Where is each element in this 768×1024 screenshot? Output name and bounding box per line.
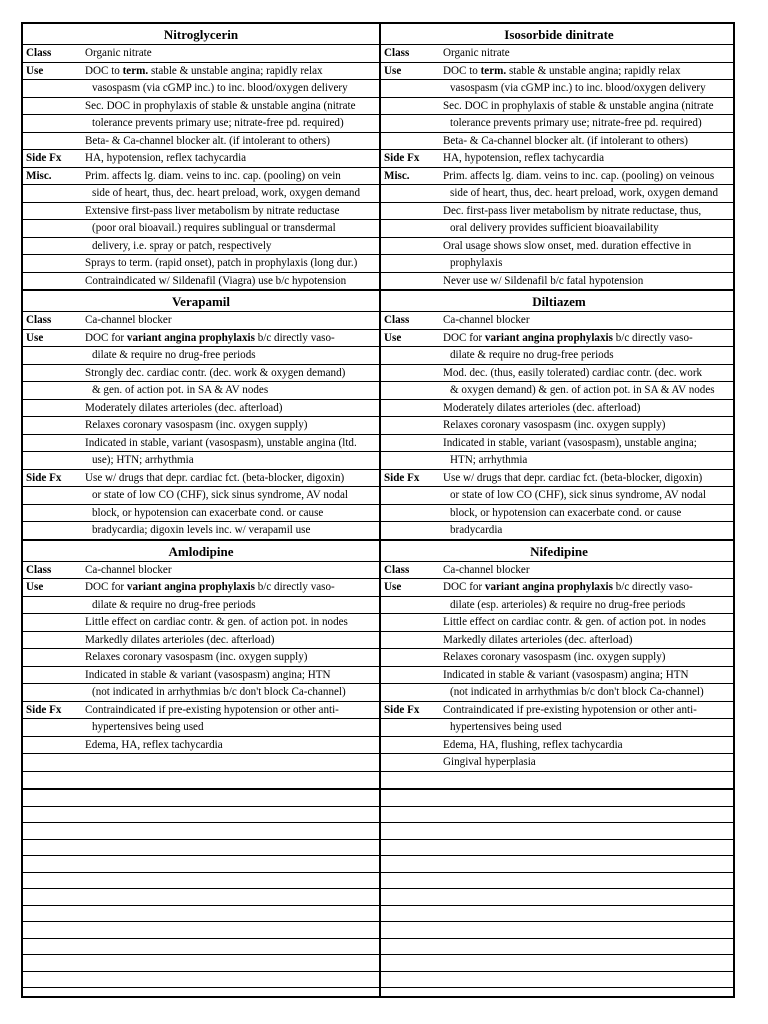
row-text: Indicated in stable & variant (vasospasm) angina; HTN [85, 668, 331, 681]
table-row [381, 133, 735, 151]
row-label: Misc. [384, 169, 410, 182]
row-text: Indicated in stable, variant (vasospasm), unstable angina; [443, 436, 697, 449]
table-row [23, 255, 379, 273]
table-row [381, 203, 735, 221]
row-text: Ca-channel blocker [443, 314, 530, 326]
drug-title: Nitroglycerin [23, 24, 379, 45]
row-text: prophylaxis [450, 257, 503, 269]
row-text: or state of low CO (CHF), sick sinus syndrome, AV nodal [450, 489, 706, 501]
emphasis-text: variant angina prophylaxis [484, 581, 613, 593]
row-text: Oral usage shows slow onset, med. duration effective in [443, 239, 692, 252]
table-row [381, 470, 735, 488]
row-text: Relaxes coronary vasospasm (inc. oxygen supply) [443, 419, 666, 431]
blank-row [23, 972, 379, 989]
blank-row [23, 955, 379, 972]
blank-row [23, 939, 379, 956]
table-row [381, 273, 735, 290]
text-segment: DOC to [443, 64, 481, 77]
row-label: Use [26, 64, 44, 77]
table-row [23, 597, 379, 615]
table-row [381, 365, 735, 383]
row-text: Little effect on cardiac contr. & gen. of action pot. in nodes [85, 616, 348, 628]
text-segment: stable & unstable angina; rapidly relax [148, 64, 323, 77]
row-text: Indicated in stable, variant (vasospasm), unstable angina (ltd. [85, 436, 357, 449]
row-text: hypertensives being used [92, 721, 204, 733]
text-segment: b/c directly vaso- [254, 331, 335, 344]
row-text: block, or hypotension can exacerbate cond. or cause [450, 506, 682, 519]
table-row [381, 255, 735, 273]
row-label: Side Fx [384, 471, 420, 484]
row-text: Sec. DOC in prophylaxis of stable & unstable angina (nitrate [443, 99, 714, 112]
emphasis-text: term. [480, 64, 507, 77]
blank-row [381, 988, 735, 998]
table-row [23, 347, 379, 365]
row-text: bradycardia; digoxin levels inc. w/ verapamil use [92, 524, 311, 536]
row-text [443, 63, 735, 79]
blank-row [23, 873, 379, 890]
table-row [381, 185, 735, 203]
table-row [23, 273, 379, 290]
drug-title: Nifedipine [381, 541, 735, 562]
table-row [381, 737, 735, 755]
right-column [381, 24, 735, 998]
row-text: (not indicated in arrhythmias b/c don't block Ca-channel) [450, 686, 704, 698]
table-row [381, 579, 735, 597]
table-row [23, 400, 379, 418]
table-row [381, 45, 735, 63]
blank-row [23, 790, 379, 807]
row-label: Side Fx [384, 703, 420, 716]
table-row [23, 684, 379, 702]
row-text: Sprays to term. (rapid onset), patch in prophylaxis (long dur.) [85, 257, 358, 269]
drug-panel-nifedipine [381, 541, 735, 791]
table-row [381, 505, 735, 523]
row-text: Indicated in stable & variant (vasospasm) angina; HTN [443, 668, 689, 681]
table-row [23, 150, 379, 168]
emphasis-text: variant angina prophylaxis [126, 581, 255, 593]
text-segment: stable & unstable angina; rapidly relax [506, 64, 681, 77]
table-row [23, 98, 379, 116]
blank-row [381, 823, 735, 840]
row-label: Side Fx [384, 152, 420, 164]
table-row [23, 115, 379, 133]
table-row [381, 382, 735, 400]
table-row [23, 579, 379, 597]
row-text: Ca-channel blocker [85, 314, 172, 326]
blank-row [381, 840, 735, 857]
drug-panel-verapamil [23, 291, 379, 541]
table-row [381, 772, 735, 789]
row-text: dilate & require no drug-free periods [92, 598, 256, 611]
table-row [23, 737, 379, 755]
table-row [23, 562, 379, 580]
row-text: oral delivery provides sufficient bioavailability [450, 222, 659, 234]
row-text: Organic nitrate [443, 47, 510, 59]
row-text: hypertensives being used [450, 721, 562, 733]
table-row [23, 45, 379, 63]
blank-row [23, 906, 379, 923]
drug-title: Isosorbide dinitrate [381, 24, 735, 45]
text-segment: DOC for [85, 581, 127, 593]
row-text: (poor oral bioavail.) requires sublingual or transdermal [92, 222, 336, 234]
blank-row [381, 873, 735, 890]
drug-panel-diltiazem [381, 291, 735, 541]
table-row [381, 150, 735, 168]
table-row [23, 754, 379, 772]
table-row [23, 185, 379, 203]
row-text: & oxygen demand) & gen. of action pot. in SA & AV nodes [450, 384, 715, 396]
row-text [443, 330, 735, 346]
table-row [381, 667, 735, 685]
text-segment: DOC for [443, 581, 485, 593]
table-row [381, 330, 735, 348]
row-text: dilate (esp. arterioles) & require no drug-free periods [450, 598, 686, 611]
row-text: Prim. affects lg. diam. veins to inc. cap. (pooling) on veinous [443, 169, 715, 182]
row-label: Class [384, 47, 410, 59]
table-row [381, 417, 735, 435]
table-row [381, 522, 735, 539]
row-text [85, 63, 379, 79]
row-text: & gen. of action pot. in SA & AV nodes [92, 384, 269, 396]
row-text: Ca-channel blocker [85, 563, 172, 576]
row-text: vasospasm (via cGMP inc.) to inc. blood/oxygen delivery [450, 82, 706, 94]
table-row [381, 238, 735, 256]
table-row [381, 435, 735, 453]
row-text: bradycardia [450, 524, 503, 536]
blank-row [381, 889, 735, 906]
row-text: Beta- & Ca-channel blocker alt. (if intolerant to others) [443, 134, 688, 147]
row-label: Class [26, 47, 52, 59]
left-column [23, 24, 379, 998]
table-row [381, 63, 735, 81]
row-label: Class [384, 314, 410, 326]
table-row [381, 614, 735, 632]
blank-row [381, 856, 735, 873]
table-row [23, 452, 379, 470]
row-text: HA, hypotension, reflex tachycardia [443, 152, 605, 164]
row-label: Use [26, 331, 44, 344]
row-text: Gingival hyperplasia [443, 756, 536, 768]
row-text: Strongly dec. cardiac contr. (dec. work & oxygen demand) [85, 366, 346, 379]
row-text: Little effect on cardiac contr. & gen. of action pot. in nodes [443, 616, 706, 628]
table-row [381, 98, 735, 116]
row-label: Side Fx [26, 471, 62, 484]
text-segment: DOC for [443, 331, 485, 344]
table-row [23, 522, 379, 539]
table-row [381, 684, 735, 702]
row-label: Class [26, 563, 52, 576]
table-row [381, 597, 735, 615]
drug-title: Amlodipine [23, 541, 379, 562]
row-text: Ca-channel blocker [443, 563, 530, 576]
row-text: Dec. first-pass liver metabolism by nitrate reductase, thus, [443, 204, 702, 217]
row-text: Edema, HA, reflex tachycardia [85, 738, 223, 751]
row-text: Contraindicated if pre-existing hypotension or other anti- [85, 703, 339, 716]
row-text: Contraindicated if pre-existing hypotension or other anti- [443, 703, 697, 716]
table-row [381, 487, 735, 505]
row-text: Relaxes coronary vasospasm (inc. oxygen supply) [85, 651, 308, 663]
row-text: Never use w/ Sildenafil b/c fatal hypotension [443, 274, 644, 287]
table-row [381, 80, 735, 98]
row-text: delivery, i.e. spray or patch, respectively [92, 239, 272, 252]
drug-title: Verapamil [23, 291, 379, 312]
table-row [23, 203, 379, 221]
text-segment: b/c directly vaso- [254, 581, 335, 593]
row-text [443, 579, 735, 595]
row-text: HA, hypotension, reflex tachycardia [85, 152, 247, 164]
row-text: Relaxes coronary vasospasm (inc. oxygen supply) [85, 419, 308, 431]
row-text: block, or hypotension can exacerbate cond. or cause [92, 506, 324, 519]
table-row [381, 400, 735, 418]
row-text: HTN; arrhythmia [450, 454, 528, 466]
row-text: Edema, HA, flushing, reflex tachycardia [443, 738, 623, 751]
table-row [23, 719, 379, 737]
blank-row [23, 856, 379, 873]
emphasis-text: variant angina prophylaxis [126, 331, 255, 344]
blank-row [381, 807, 735, 824]
table-row [381, 702, 735, 720]
table-row [23, 667, 379, 685]
blank-row [381, 972, 735, 989]
row-text: side of heart, thus, dec. heart preload, work, oxygen demand [92, 187, 361, 199]
row-text: Markedly dilates arterioles (dec. afterload) [85, 633, 275, 646]
table-row [381, 649, 735, 667]
blank-row [23, 922, 379, 939]
row-text: side of heart, thus, dec. heart preload, work, oxygen demand [450, 187, 719, 199]
row-label: Use [384, 64, 402, 77]
text-segment: DOC for [85, 331, 127, 344]
row-label: Misc. [26, 169, 52, 182]
table-row [23, 168, 379, 186]
row-label: Class [26, 314, 52, 326]
text-segment: b/c directly vaso- [612, 581, 693, 593]
table-row [23, 133, 379, 151]
table-row [381, 115, 735, 133]
table-row [381, 168, 735, 186]
row-text [85, 330, 379, 346]
blank-ruled-rows [23, 790, 379, 998]
table-row [23, 417, 379, 435]
blank-ruled-rows [381, 790, 735, 998]
table-row [381, 632, 735, 650]
row-text: Use w/ drugs that depr. cardiac fct. (beta-blocker, digoxin) [85, 471, 345, 484]
table-row [23, 772, 379, 789]
row-text: Relaxes coronary vasospasm (inc. oxygen supply) [443, 651, 666, 663]
blank-row [381, 906, 735, 923]
row-text: Markedly dilates arterioles (dec. afterload) [443, 633, 633, 646]
row-text: Moderately dilates arterioles (dec. afterload) [85, 401, 283, 414]
row-text: Use w/ drugs that depr. cardiac fct. (beta-blocker, digoxin) [443, 471, 703, 484]
table-row [23, 435, 379, 453]
blank-row [381, 790, 735, 807]
text-segment: b/c directly vaso- [612, 331, 693, 344]
table-row [23, 632, 379, 650]
table-row [23, 330, 379, 348]
row-text: dilate & require no drug-free periods [450, 349, 614, 361]
row-text: Prim. affects lg. diam. veins to inc. cap. (pooling) on vein [85, 169, 341, 182]
blank-row [381, 922, 735, 939]
row-text: Contraindicated w/ Sildenafil (Viagra) use b/c hypotension [85, 274, 347, 287]
table-row [381, 312, 735, 330]
table-row [23, 470, 379, 488]
emphasis-text: term. [122, 64, 149, 77]
row-text: Organic nitrate [85, 47, 152, 59]
blank-row [381, 939, 735, 956]
drug-panel-isosorbide-dinitrate [381, 24, 735, 291]
row-text: Extensive first-pass liver metabolism by nitrate reductase [85, 204, 340, 217]
table-row [381, 754, 735, 772]
table-row [23, 238, 379, 256]
row-text: or state of low CO (CHF), sick sinus syndrome, AV nodal [92, 489, 348, 501]
row-label: Use [384, 331, 402, 344]
row-label: Class [384, 563, 410, 576]
table-row [23, 505, 379, 523]
drug-reference-sheet [21, 22, 735, 998]
row-text: dilate & require no drug-free periods [92, 349, 256, 361]
emphasis-text: variant angina prophylaxis [484, 331, 613, 344]
drug-title: Diltiazem [381, 291, 735, 312]
table-row [23, 702, 379, 720]
row-text: use); HTN; arrhythmia [92, 454, 194, 466]
table-row [381, 562, 735, 580]
row-text: (not indicated in arrhythmias b/c don't block Ca-channel) [92, 686, 346, 698]
table-row [23, 63, 379, 81]
blank-row [23, 889, 379, 906]
row-label: Side Fx [26, 703, 62, 716]
table-row [381, 220, 735, 238]
row-text: Sec. DOC in prophylaxis of stable & unstable angina (nitrate [85, 99, 356, 112]
table-row [23, 312, 379, 330]
row-label: Use [26, 581, 44, 593]
blank-row [23, 988, 379, 998]
table-row [23, 614, 379, 632]
row-text: tolerance prevents primary use; nitrate-free pd. required) [450, 117, 702, 129]
table-row [381, 452, 735, 470]
table-row [23, 382, 379, 400]
blank-row [23, 807, 379, 824]
text-segment: DOC to [85, 64, 123, 77]
row-text [85, 579, 379, 595]
table-row [381, 347, 735, 365]
blank-row [23, 840, 379, 857]
row-text: Moderately dilates arterioles (dec. afterload) [443, 401, 641, 414]
blank-row [381, 955, 735, 972]
table-row [23, 220, 379, 238]
row-label: Side Fx [26, 152, 62, 164]
table-row [381, 719, 735, 737]
blank-row [23, 823, 379, 840]
row-text: Mod. dec. (thus, easily tolerated) cardiac contr. (dec. work [443, 366, 703, 379]
drug-panel-amlodipine [23, 541, 379, 791]
row-text: Beta- & Ca-channel blocker alt. (if intolerant to others) [85, 134, 330, 147]
drug-panel-nitroglycerin [23, 24, 379, 291]
row-label: Use [384, 581, 402, 593]
row-text: tolerance prevents primary use; nitrate-free pd. required) [92, 117, 344, 129]
row-text: vasospasm (via cGMP inc.) to inc. blood/oxygen delivery [92, 82, 348, 94]
table-row [23, 649, 379, 667]
table-row [23, 80, 379, 98]
table-row [23, 365, 379, 383]
table-row [23, 487, 379, 505]
